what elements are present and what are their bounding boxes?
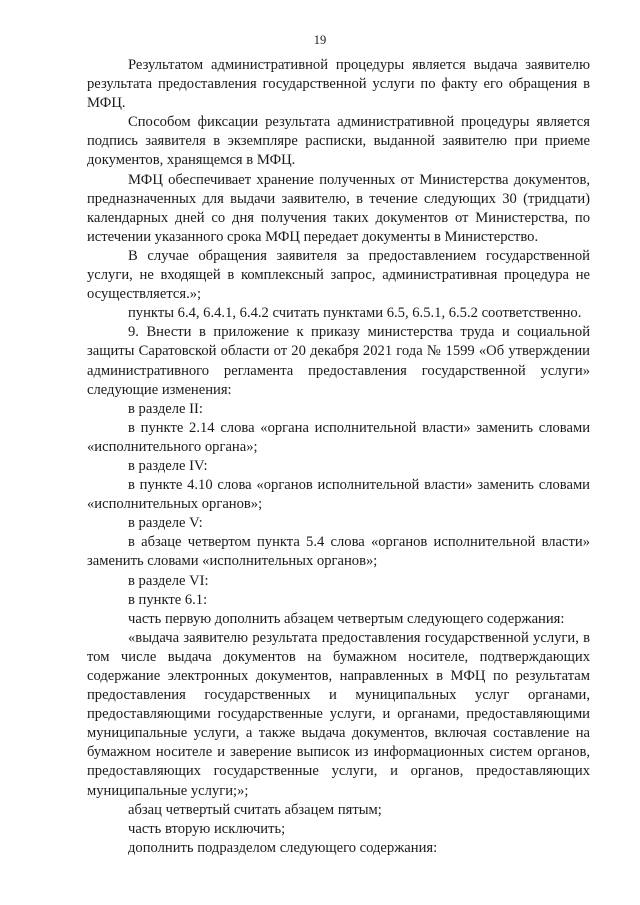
paragraph: в разделе IV: [128, 457, 208, 474]
paragraph: в пункте 2.14 слова «органа исполнительной власти» заменить словами «исполнительного органа»; [87, 419, 590, 455]
paragraph: в разделе II: [128, 400, 203, 417]
paragraph: абзац четвертый считать абзацем пятым; [128, 801, 382, 818]
paragraph: Способом фиксации результата административной процедуры является подпись заявителя в экземпляре расписки, выданной заявителю при приеме документов, хранящемся в МФЦ. [87, 114, 590, 169]
paragraph: дополнить подразделом следующего содержания: [128, 839, 438, 856]
paragraph: в разделе VI: [128, 572, 209, 589]
paragraph: Результатом административной процедуры является выдача заявителю результата предоставления государственной услуги по факту его обращения в МФЦ. [87, 57, 590, 112]
paragraph: 9. Внести в приложение к приказу министерства труда и социальной защиты Саратовской области от 20 декабря 2021 года № 1599 «Об утверждении административного регламента предоставления государственной услуги» следующие изменения: [87, 324, 590, 398]
paragraph: в разделе V: [128, 515, 203, 532]
paragraph: в пункте 6.1: [128, 591, 208, 608]
paragraph: в абзаце четвертом пункта 5.4 слова «органов исполнительной власти» заменить словами «исполнительных органов»; [87, 534, 590, 570]
document-body [87, 56, 590, 858]
page-number: 19 [313, 33, 327, 47]
paragraph: в пункте 4.10 слова «органов исполнительной власти» заменить словами «исполнительных органов»; [87, 477, 590, 513]
paragraph: пункты 6.4, 6.4.1, 6.4.2 считать пунктами 6.5, 6.5.1, 6.5.2 соответственно. [128, 305, 582, 322]
paragraph: часть вторую исключить; [128, 820, 286, 837]
paragraph: В случае обращения заявителя за предоставлением государственной услуги, не входящей в комплексный запрос, административная процедура не осуществляется.»; [87, 247, 590, 303]
paragraph: часть первую дополнить абзацем четвертым следующего содержания: [128, 610, 565, 627]
paragraph: МФЦ обеспечивает хранение полученных от Министерства документов, предназначенных для выдачи заявителю, в течение следующих 30 (тридцати) календарных дней со дня получения таких документов от Министерства, по истечении указанного срока МФЦ передает документы в Министерство. [87, 171, 590, 245]
paragraph: «выдача заявителю результата предоставления государственной услуги, в том числе выдача документов на бумажном носителе, подтверждающих содержание электронных документов, направленных в МФЦ по результатам предоставления государственных и муниципальных услуг органами, предоставляющими государственные услуги, и органами, предоставляющими муниципальные услуги, а также выдача документов, включая составление на бумажном носителе и заверение выписок из информационных систем органов, предоставляющих государственные услуги, и органов, предоставляющих муниципальные услуги;»; [87, 629, 590, 799]
